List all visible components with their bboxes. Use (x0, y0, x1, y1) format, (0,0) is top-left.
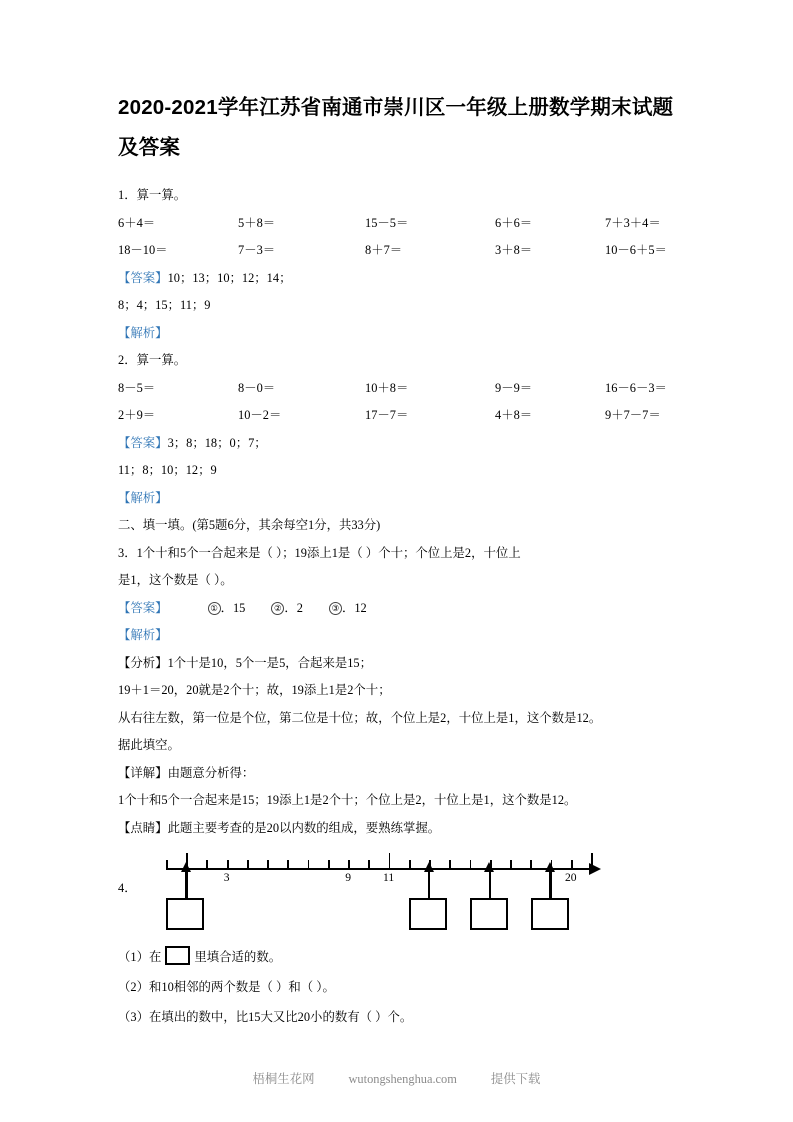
equation: 10－2＝ (238, 408, 282, 422)
footer-note: 提供下载 (490, 1072, 541, 1086)
sub-1-label: （1） (118, 950, 149, 964)
answer-box[interactable] (470, 898, 508, 930)
question-1-row-2: 18－10＝ 7－3＝ 8＋7＝ 3＋8＝ 10－6＋5＝ (118, 237, 683, 265)
answer-values: 3；8；18；0；7； (167, 435, 267, 450)
question-3-highlight-line (118, 815, 683, 843)
question-3-analysis-line-3: 从右往左数，第一位是个位，第二位是十位；故，个位上是2，十位上是1，这个数是12。 (118, 710, 602, 725)
number-line-tick (409, 860, 411, 868)
arrow-up-icon (545, 862, 555, 872)
footer-site-url: wutongshenghua.com (348, 1072, 457, 1086)
question-1-prompt: 算一算。 (136, 188, 187, 202)
number-line-tick (368, 860, 370, 868)
detail-head-text: 由题意分析得： (167, 765, 255, 780)
number-line-tick (247, 860, 249, 868)
marker-stem (185, 870, 188, 900)
number-line-tick (308, 860, 310, 868)
question-3-answer-line (118, 595, 683, 623)
analysis-text: 1个十是10，5个一是5，合起来是15； (167, 655, 373, 670)
number-line-tick (287, 860, 289, 868)
question-2-heading (118, 347, 683, 375)
question-3-analysis-line-2: 19＋1＝20，20就是2个十；故，19添上1是2个十； (118, 683, 391, 697)
equation: 8－5＝ (118, 380, 156, 395)
question-3-detail-line: 1个十和5个一合起来是15；19添上1是2个十；个位上是2，十位上是1，这个数是12。 (118, 793, 577, 807)
section-2-heading: 二、填一填。(第5题6分，其余每空1分，共33分) (118, 518, 381, 532)
arrow-up-icon (181, 862, 191, 872)
number-line-tick (166, 860, 168, 868)
page-title: 2020-2021学年江苏省南通市崇川区一年级上册数学期末试题及答案 (118, 96, 674, 159)
sub-3-text: 在填出的数中，比15大又比20小的数有（ ）个。 (148, 1010, 413, 1024)
sub-3-label: （3） (118, 1010, 149, 1024)
question-1-answer-line-2: 8；4；15；11；9 (118, 298, 211, 312)
footer-site-name: 梧桐生花网 (252, 1072, 315, 1086)
question-2-prompt: 算一算。 (136, 353, 187, 367)
equation: 15－5＝ (365, 215, 409, 230)
marker-stem (549, 870, 552, 900)
equation: 4＋8＝ (495, 408, 533, 422)
highlight-label: 【点睛】 (118, 820, 168, 835)
equation: 7－3＝ (238, 243, 276, 257)
question-4-sub-3 (118, 1002, 683, 1032)
marker-stem (428, 870, 431, 900)
question-3-analysis-line-4: 据此填空。 (118, 738, 180, 752)
arrow-up-icon (484, 862, 494, 872)
number-line-tick (449, 860, 451, 868)
question-1-answer-line-1 (118, 265, 683, 293)
answer-box[interactable] (409, 898, 447, 930)
equation: 8－0＝ (238, 380, 276, 395)
marker-stem (489, 870, 492, 900)
answer-label: 【答案】 (118, 435, 168, 450)
equation: 3＋8＝ (495, 243, 533, 257)
number-line-tick (591, 853, 593, 868)
sub-1-before: 在 (148, 950, 162, 964)
number-line-label: 9 (345, 871, 352, 884)
sub-1-after: 里填合适的数。 (194, 950, 282, 964)
question-1-explain-label (118, 320, 683, 348)
number-line-tick (530, 860, 532, 868)
number-line-tick (206, 860, 208, 868)
answer-box[interactable] (165, 946, 190, 965)
number-line-tick (470, 860, 472, 868)
question-2-answer-line-2: 11；8；10；12；9 (118, 463, 217, 477)
question-3-line-1: 3．1个十和5个一合起来是（ ）；19添上1是（ ）个十；个位上是2，十位上 (118, 545, 521, 560)
answer-marker-3: ③ (329, 602, 342, 615)
number-line-label: 3 (223, 871, 230, 884)
number-line-tick (510, 860, 512, 868)
question-3-line-2: 是1，这个数是（ ）。 (118, 573, 233, 587)
answer-value-3: ．12 (341, 600, 367, 615)
answer-marker-1: ① (208, 602, 221, 615)
explain-label: 【解析】 (118, 325, 168, 340)
page-footer (0, 1069, 793, 1087)
number-line-tick (328, 860, 330, 868)
answer-value-2: ．2 (284, 600, 303, 615)
equation: 9－9＝ (495, 380, 533, 395)
answer-value-1: ．15 (220, 600, 246, 615)
number-line-tick (389, 853, 391, 868)
answer-box[interactable] (166, 898, 204, 930)
equation: 6＋4＝ (118, 215, 156, 230)
question-4-sub-2 (118, 972, 683, 1002)
arrow-up-icon (424, 862, 434, 872)
question-3-analysis-line-1 (118, 650, 683, 678)
question-1-number: 1． (118, 188, 137, 202)
equation: 5＋8＝ (238, 215, 276, 230)
equation: 6＋6＝ (495, 215, 533, 230)
question-2-row-1: 8－5＝ 8－0＝ 10＋8＝ 9－9＝ 16－6－3＝ (118, 375, 683, 403)
number-line-tick (348, 860, 350, 868)
equation: 10＋8＝ (365, 380, 409, 395)
equation: 18－10＝ (118, 243, 168, 257)
number-line-tick (267, 860, 269, 868)
explain-label: 【解析】 (118, 490, 168, 505)
answer-label: 【答案】 (118, 270, 168, 285)
question-2-row-2: 2＋9＝ 10－2＝ 17－7＝ 4＋8＝ 9＋7－7＝ (118, 402, 683, 430)
number-line-label: 20 (564, 871, 577, 884)
explain-label: 【解析】 (118, 628, 168, 642)
question-3-explain-label (118, 622, 683, 650)
answer-label: 【答案】 (118, 600, 168, 615)
number-line-label: 11 (383, 871, 395, 884)
equation: 17－7＝ (365, 408, 409, 422)
equation: 2＋9＝ (118, 408, 156, 422)
number-line-tick (571, 860, 573, 868)
equation: 8＋7＝ (365, 243, 403, 257)
question-4-number: 4． (118, 881, 137, 895)
question-2-explain-label (118, 485, 683, 513)
question-1-row-1: 6＋4＝ 5＋8＝ 15－5＝ 6＋6＝ 7＋3＋4＝ (118, 210, 683, 238)
number-line-diagram (166, 850, 611, 942)
question-1-heading (118, 182, 683, 210)
question-3-detail-head (118, 760, 683, 788)
analysis-label: 【分析】 (118, 655, 168, 670)
answer-marker-2: ② (271, 602, 284, 615)
sub-2-label: （2） (118, 980, 149, 994)
question-2-number: 2． (118, 353, 137, 367)
highlight-text: 此题主要考查的是20以内数的组成，要熟练掌握。 (167, 820, 441, 835)
question-4-figure (118, 850, 683, 942)
detail-label: 【详解】 (118, 765, 168, 780)
question-4-sub-1 (118, 942, 683, 972)
number-line-tick (227, 860, 229, 868)
question-2-answer-line-1 (118, 430, 683, 458)
sub-2-text: 和10相邻的两个数是（ ）和（ ）。 (148, 980, 335, 994)
answer-box[interactable] (531, 898, 569, 930)
answer-values: 10；13；10；12；14； (167, 270, 292, 285)
